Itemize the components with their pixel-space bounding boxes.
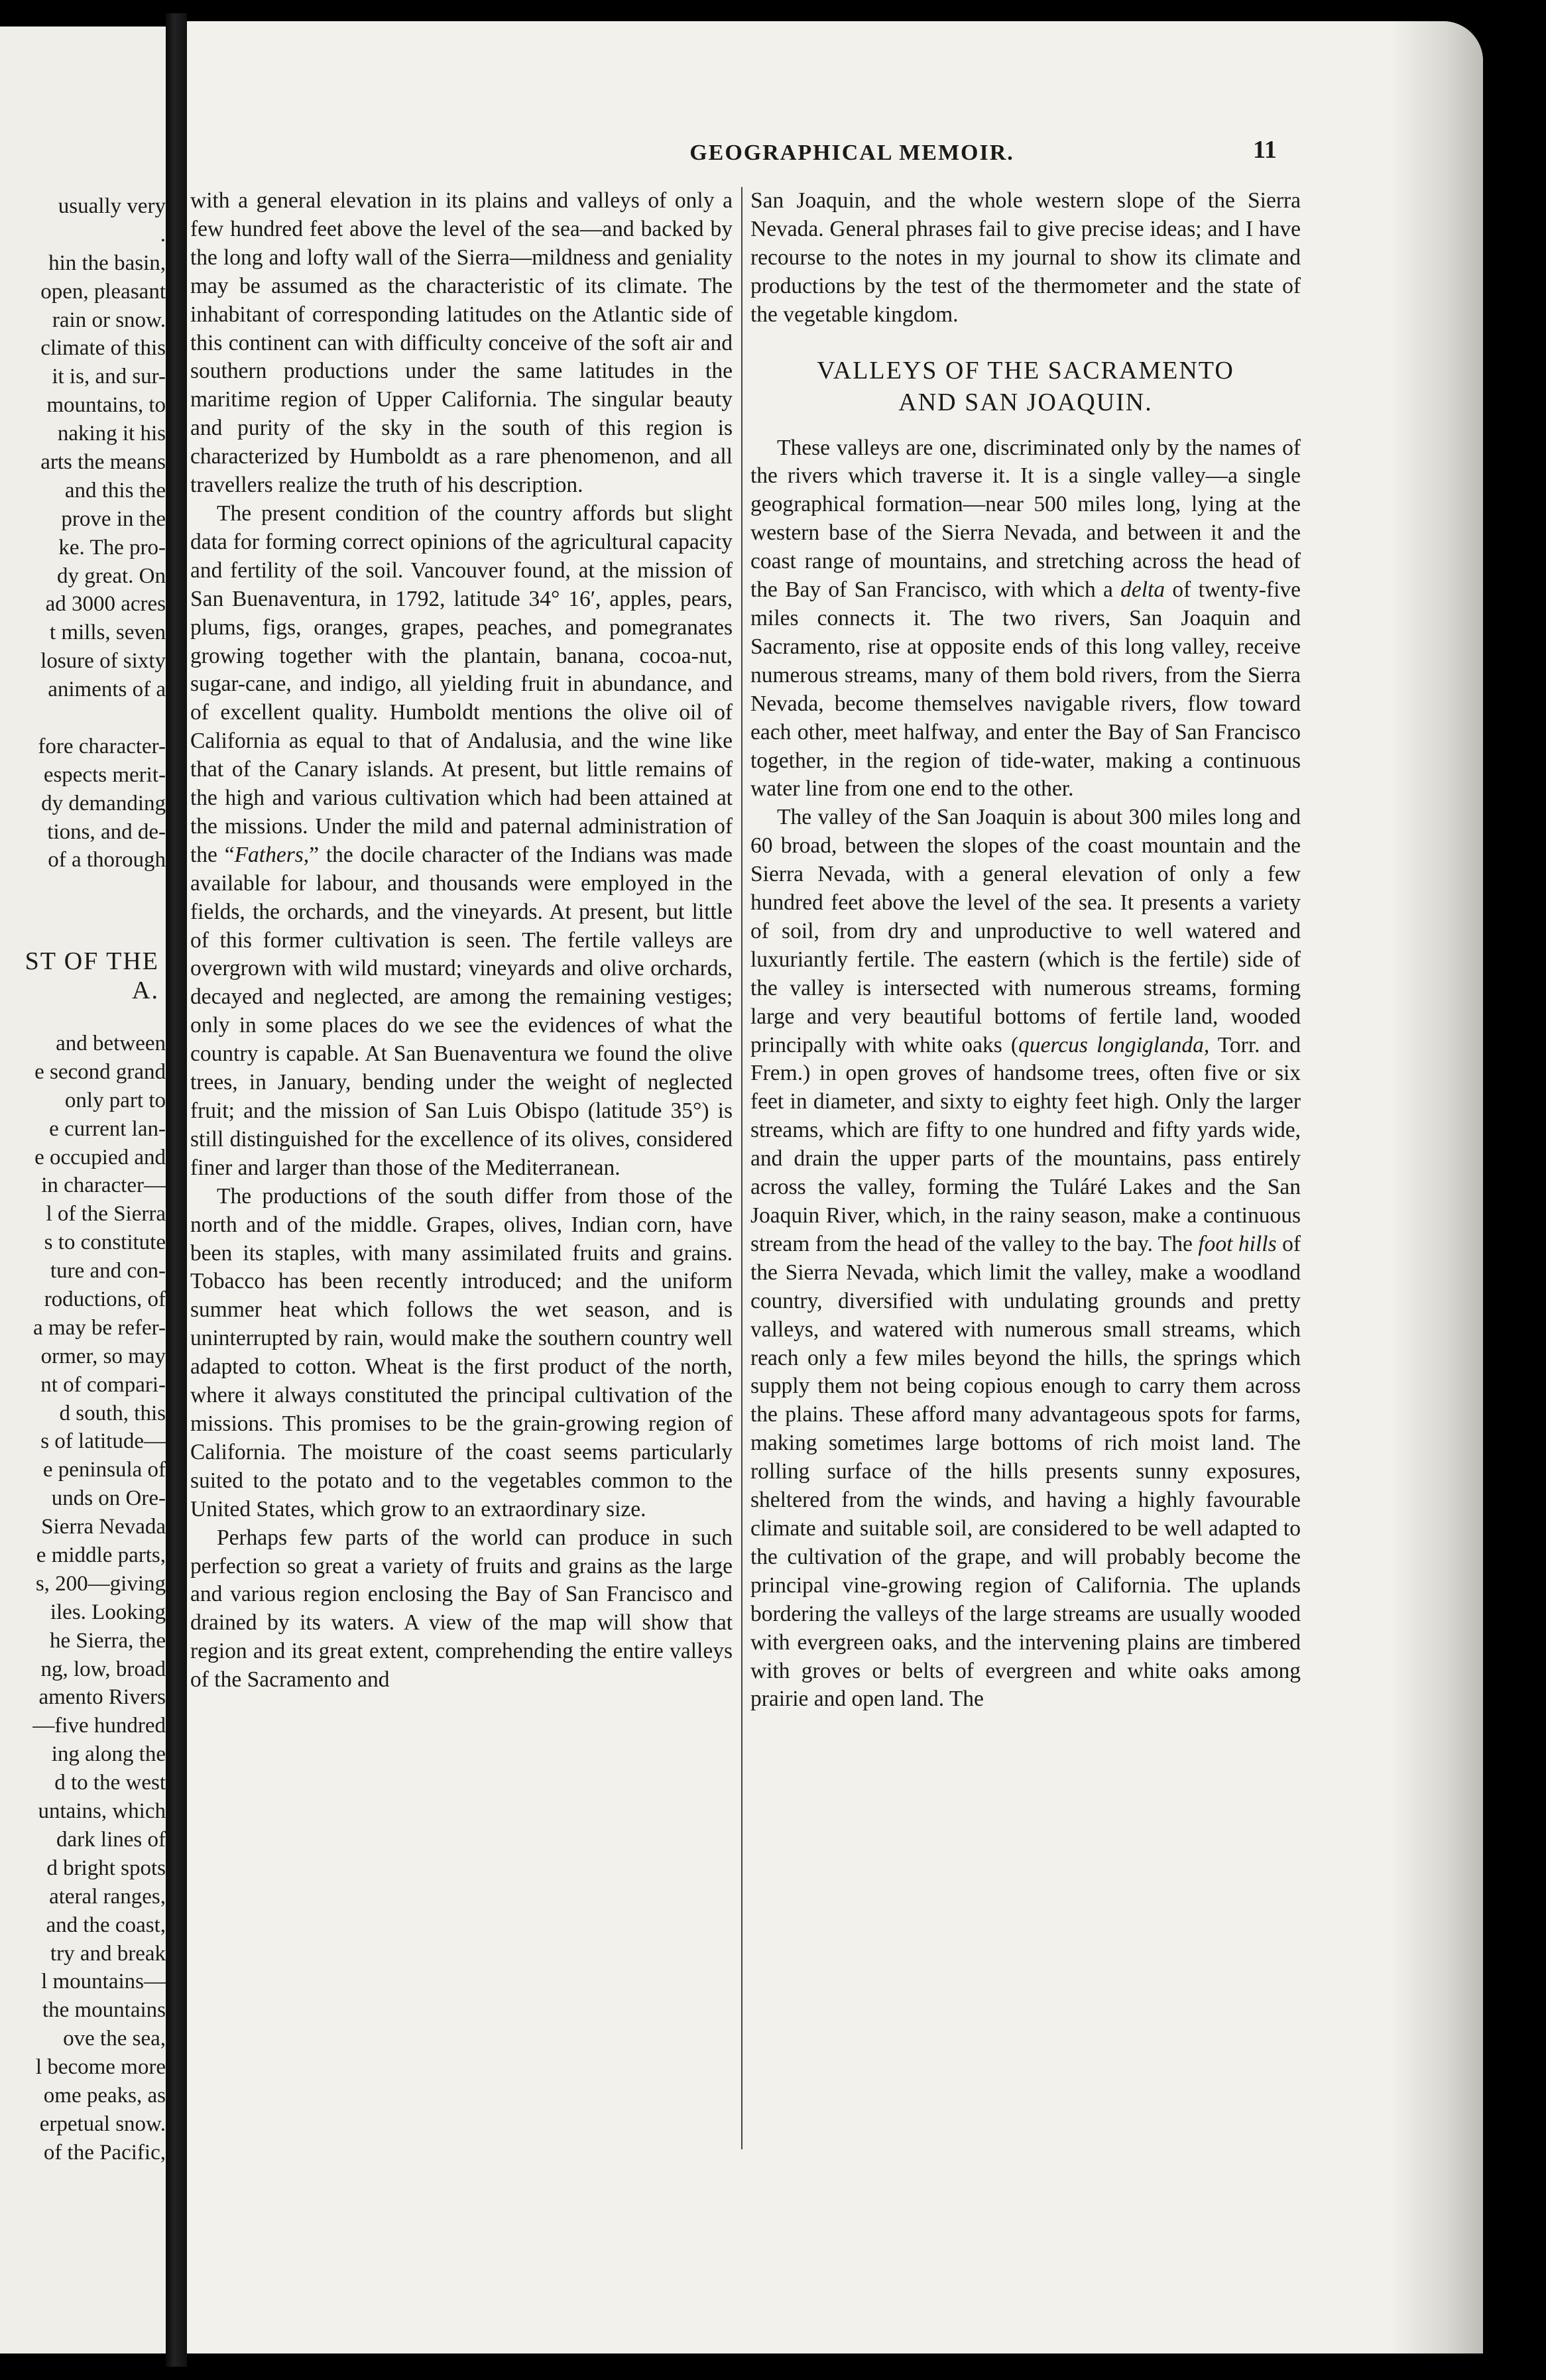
facing-page-line: ing along the — [51, 1742, 166, 1767]
facing-page-line: ome peaks, as — [43, 2083, 166, 2108]
book-page — [187, 21, 1483, 2353]
section-title — [750, 355, 1301, 418]
facing-page-line: ng, low, broad — [40, 1657, 166, 1681]
paragraph-text: The valley of the San Joaquin is about 300 miles long and 60 broad, between the slopes of the coast mountain and the Sierra Nevada, with a general elevation of only a few hundred feet above the level of the sea. It presents a variety of soil, from dry and unproductive to well watered and luxuriantly fertile. The eastern (which is the fertile) side of the valley is intersected with numerous streams, forming large and very beautiful bottoms of fertile land, wooded principally with white oaks ( — [750, 805, 1301, 1057]
facing-page-line: mountains, to — [46, 393, 166, 418]
facing-page-line: and the coast, — [46, 1913, 166, 1937]
facing-page-line: of a thorough — [48, 848, 166, 872]
facing-page-line: arts the means — [40, 450, 166, 475]
facing-page-line: hin the basin, — [48, 251, 166, 275]
facing-page-line: s of latitude— — [40, 1429, 166, 1454]
facing-page-line: l become more — [35, 2055, 166, 2080]
facing-page-line: only part to — [64, 1088, 166, 1112]
section-title-line: AND SAN JOAQUIN. — [898, 388, 1153, 416]
paragraph: with a general elevation in its plains and valleys of only a few hundred feet above the level of the sea—and backed by the long and lofty wall of the Sierra—mildness and geniality may be assumed as the characteristic of its climate. The inhabitant of corresponding latitudes on the Atlantic side of this continent can with difficulty conceive of the soft air and southern productions under the same latitudes in the maritime region of Upper California. The singular beauty and purity of the sky in the south of this region is characterized by Humboldt as a rare phenomenon, and all travellers realize the truth of his description. — [190, 188, 733, 498]
facing-page-line: usually very — [58, 194, 166, 218]
facing-page-line: nt of compari- — [40, 1372, 166, 1397]
paragraph-text: These valleys are one, discriminated only by the names of the rivers which traverse it. It is a single valley—a single geographical formation—near 500 miles long, lying at the western base of the Sierra Nevada, and between it and the coast range of mountains, and stretching across the head of the Bay of San Francisco, with which a — [750, 435, 1301, 603]
facing-page-line: climate of this — [40, 336, 166, 361]
facing-page-line: ad 3000 acres — [45, 592, 166, 617]
paragraph — [190, 500, 733, 1183]
facing-page-line — [0, 704, 166, 733]
facing-page-line: e second grand — [34, 1059, 166, 1084]
facing-page-line: ormer, so may — [40, 1344, 166, 1368]
paragraph-text: of twenty-five miles connects it. The two rivers, San Joaquin and Sacramento, rise at opposite ends of this long valley, receive numerous streams, many of them bold rivers, from the Sierra Nevada, become themselves navigable rivers, flow toward each other, meet halfway, and enter the Bay of San Francisco together, in the region of tide-water, making a continuous water line from one end to the other. — [750, 577, 1301, 802]
facing-page-line: e peninsula of — [42, 1458, 166, 1482]
facing-page-line: and between — [56, 1032, 166, 1055]
facing-page-fragment — [0, 27, 166, 2353]
facing-page-line: he Sierra, the — [49, 1628, 166, 1653]
facing-page-line: of the Pacific, — [43, 2140, 166, 2165]
book-gutter — [166, 13, 187, 2367]
facing-page-line: naking it his — [57, 422, 166, 446]
facing-page-line: Sierra Nevada — [41, 1515, 166, 1539]
facing-page-heading-text: ST OF THE A. — [25, 947, 159, 1004]
facing-page-line: amento Rivers — [38, 1685, 166, 1710]
left-column — [190, 187, 733, 1695]
italic-text: foot hills — [1198, 1231, 1277, 1256]
facing-page-line: it is, and sur- — [52, 365, 166, 389]
facing-page-line: animents of a — [48, 678, 166, 702]
facing-page-line: s to constitute — [44, 1230, 166, 1255]
paragraph: Perhaps few parts of the world can produce in such perfection so great a variety of fruits and grains as the large and various region enclosing the Bay of San Francisco and drained by its waters. A view of the map will show that region and its great extent, comprehending the entire valleys of the Sacramento and — [190, 1525, 733, 1693]
right-column — [750, 187, 1301, 1714]
facing-page-line: open, pleasant — [40, 279, 166, 304]
facing-page-line: e occupied and — [34, 1145, 166, 1169]
paragraph: San Joaquin, and the whole western slope of the Sierra Nevada. General phrases fail to give precise ideas; and I have recourse to the notes in my journal to show its climate and productions by the test of the thermometer and the state of the vegetable kingdom. — [750, 188, 1301, 327]
facing-page-line: prove in the — [61, 506, 166, 531]
facing-page-line: d to the west — [54, 1771, 166, 1795]
facing-page-line: in character— — [41, 1173, 166, 1198]
paragraph-text: ” the docile character of the Indians was made available for labour, and thousands were employed in the fields, the orchards, and the vineyards. At present, but little of this former cultivation is seen. The fertile valleys are overgrown with wild mustard; vineyards and olive orchards, decayed and neglected, are among the remaining vestiges; only in some places do we see the evidences of what the country is capable. At San Buenaventura we found the olive trees, in January, bending under the weight of neglected fruit; and the mission of San Luis Obispo (latitude 35°) is still distinguished for the excellence of its olives, considered finer and larger than those of the Mediterranean. — [190, 842, 733, 1180]
facing-page-line: d bright spots — [46, 1856, 166, 1880]
facing-page-line: s, 200—giving — [35, 1571, 166, 1596]
italic-text: Fathers, — [234, 842, 310, 867]
facing-page-line: unds on Ore- — [51, 1486, 166, 1511]
facing-page-line: tions, and de- — [47, 819, 166, 844]
facing-page-line: —five hundred — [32, 1714, 166, 1738]
page-number: 11 — [1253, 136, 1277, 164]
section-title-line: VALLEYS OF THE SACRAMENTO — [817, 356, 1234, 385]
facing-page-line: fore character- — [38, 734, 166, 758]
facing-page-line: t mills, seven — [49, 621, 166, 645]
facing-page-lines-top — [0, 192, 166, 874]
facing-page-line: e middle parts, — [36, 1543, 166, 1568]
facing-page-line: . — [160, 222, 166, 247]
facing-page-line: dy demanding — [41, 791, 166, 815]
facing-page-line: e current lan- — [49, 1116, 166, 1141]
facing-page-heading — [25, 947, 159, 1005]
column-rule — [741, 187, 743, 2149]
facing-page-line: rain or snow. — [52, 308, 166, 332]
facing-page-line: losure of sixty — [40, 649, 166, 674]
italic-text: quercus longiglanda, — [1018, 1032, 1210, 1057]
facing-page-line: l mountains— — [41, 1970, 166, 1994]
facing-page-line: try and break — [50, 1941, 166, 1966]
facing-page-line: ove the sea, — [63, 2027, 166, 2051]
facing-page-line: d south, this — [59, 1401, 166, 1425]
paragraph-text: Torr. and Frem.) in open groves of handsome trees, often five or six feet in diameter, and sixty to eighty feet high. Only the larger streams, which are fifty to one hundred and fifty yards wide, and drain the upper parts of the mountains, pass entirely across the valley, forming the Tuláré Lakes and the San Joaquin River, which, in the rainy season, make a continuous stream from the head of the valley to the bay. The — [750, 1032, 1301, 1256]
facing-page-line: roductions, of — [44, 1287, 166, 1312]
facing-page-line: dark lines of — [56, 1827, 166, 1852]
facing-page-line: erpetual snow. — [39, 2112, 166, 2136]
facing-page-line: iles. Looking — [50, 1600, 166, 1624]
facing-page-line: the mountains — [42, 1998, 166, 2023]
running-head: GEOGRAPHICAL MEMOIR. — [689, 141, 1014, 165]
paragraph-text: The present condition of the country affords but slight data for forming correct opinions of the agricultural capacity and fertility of the soil. Vancouver found, at the mission of San Buenaventura, in 1792, latitude 34° 16′, apples, pears, plums, figs, oranges, grapes, peaches, and pomegranates growing together with the plantain, banana, cocoa-nut, sugar-cane, and indigo, all yielding fruit in abundance, and of excellent quality. Humboldt mentions the olive oil of California as equal to that of Andalusia, and the wine like that of the Canary islands. At present, but little remains of the high and various cultivation which had been attained at the missions. Under the mild and paternal administration of the “ — [190, 501, 733, 867]
facing-page-line: and this the — [64, 478, 166, 503]
facing-page-line: ateral ranges, — [49, 1884, 166, 1909]
facing-page-line: ke. The pro- — [58, 535, 166, 560]
facing-page-line: a may be refer- — [33, 1315, 166, 1340]
page-edge-shadow — [1390, 21, 1483, 2353]
paragraph: The productions of the south differ from those of the north and of the middle. Grapes, olives, Indian corn, have been its staples, with many assimilated fruits and grains. Tobacco has been recently introduced; and the uniform summer heat which follows the wet season, and is uninterrupted by rain, would make the southern country well adapted to cotton. Wheat is the first product of the north, where it always constituted the principal cultivation of the missions. This promises to be the grain-growing region of California. The moisture of the coast seems particularly suited to the potato and to the vegetables common to the United States, which grow to an extraordinary size. — [190, 1183, 733, 1521]
paragraph-text: of the Sierra Nevada, which limit the valley, make a woodland country, diversified with undulating grounds and pretty valleys, and watered with numerous small streams, which reach only a few miles beyond the hills, the springs which supply them not being copious enough to carry them across the plains. These afford many advantageous spots for farms, making sometimes large bottoms of rich moist land. The rolling surface of the hills presents sunny exposures, sheltered from the winds, and having a highly favourable climate and suitable soil, are considered to be well adapted to the cultivation of the grape, and will probably become the principal vine-growing region of California. The uplands bordering the valleys of the large streams are usually wooded with evergreen oaks, and the intervening plains are timbered with groves or belts of evergreen and white oaks among prairie and open land. The — [750, 1231, 1301, 1712]
paragraph — [750, 803, 1301, 1714]
facing-page-line: untains, which — [38, 1799, 166, 1824]
facing-page-line: l of the Sierra — [46, 1202, 166, 1226]
facing-page-line: espects merit- — [43, 762, 166, 787]
facing-page-lines-bottom — [0, 1030, 166, 2167]
facing-page-line: dy great. On — [56, 564, 166, 588]
facing-page-line: ture and con- — [50, 1259, 166, 1283]
paragraph — [750, 434, 1301, 804]
italic-text: delta — [1120, 577, 1165, 603]
